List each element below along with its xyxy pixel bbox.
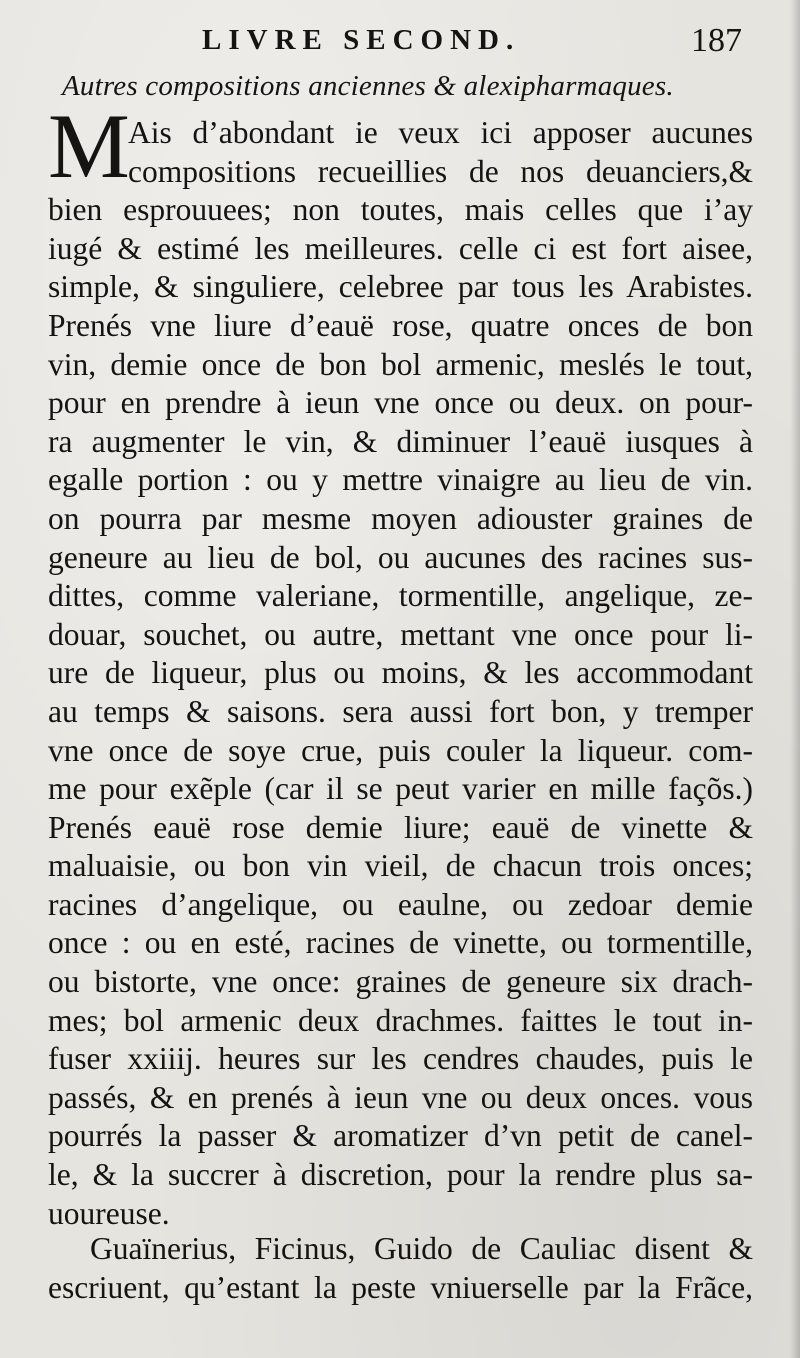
text-line: iugé & estimé les meilleures. celle ci est fort aisee, (48, 230, 753, 266)
text-line: uoureuse. (48, 1195, 170, 1231)
paragraph-1 (48, 114, 753, 1233)
text-line: ou bistorte, vne once: graines de geneure six drach- (48, 964, 753, 1000)
text-line: passés, & en prenés à ieun vne ou deux onces. vous (48, 1079, 753, 1115)
text-line: mes; bol armenic deux drachmes. faittes le tout in- (48, 1002, 753, 1038)
page-number: 187 (691, 22, 742, 59)
text-line: compositions recueillies de nos deuanciers,& (128, 153, 753, 189)
text-line: ra augmenter le vin, & diminuer l’eauë iusques à (48, 423, 753, 459)
text-line: maluaisie, ou bon vin vieil, de chacun trois onces; (48, 848, 753, 884)
text-line: escriuent, qu’estant la peste vniuerselle par la Frãce, (48, 1269, 753, 1305)
text-line: bien esprouuees; non toutes, mais celles que i’ay (48, 192, 753, 228)
text-line: ure de liqueur, plus ou moins, & les accommodant (48, 655, 753, 691)
page-edge-shadow (790, 0, 800, 1358)
text-line: douar, souchet, ou autre, mettant vne once pour li- (48, 616, 753, 652)
text-line: on pourra par mesme moyen adiouster graines de (48, 500, 753, 536)
section-title: Autres compositions anciennes & alexipharmaques. (62, 70, 674, 102)
text-line: le, & la succrer à discretion, pour la rendre plus sa- (48, 1157, 753, 1193)
paragraph-2 (48, 1230, 753, 1307)
text-line: Prenés eauë rose demie liure; eauë de vinette & (48, 809, 753, 845)
text-line: dittes, comme valeriane, tormentille, angelique, ze- (48, 578, 753, 614)
text-line: pour en prendre à ieun vne once ou deux. on pour- (48, 385, 753, 421)
text-line: Guaïnerius, Ficinus, Guido de Cauliac disent & (90, 1231, 753, 1266)
text-line: simple, & singuliere, celebree par tous les Arabistes. (48, 269, 753, 305)
text-line: me pour exẽple (car il se peut varier en mille façõs.) (48, 771, 753, 807)
text-line: vin, demie once de bon bol armenic, meslés le tout, (48, 346, 753, 382)
running-head: LIVRE SECOND. (202, 24, 521, 56)
text-line: Ais d’abondant ie veux ici apposer aucunes (128, 115, 753, 150)
drop-cap: M (48, 95, 130, 197)
page-header (150, 24, 750, 64)
text-line: racines d’angelique, ou eaulne, ou zedoar demie (48, 886, 753, 922)
text-line: Prenés vne liure d’eauë rose, quatre onces de bon (48, 307, 753, 343)
text-line: geneure au lieu de bol, ou aucunes des racines sus- (48, 539, 753, 575)
text-line: au temps & saisons. sera aussi fort bon, y tremper (48, 693, 753, 729)
text-line: vne once de soye crue, puis couler la liqueur. com- (48, 732, 753, 768)
text-line: fuser xxiiij. heures sur les cendres chaudes, puis le (48, 1041, 753, 1077)
text-line: pourrés la passer & aromatizer d’vn petit de canel- (48, 1118, 753, 1154)
text-line: egalle portion : ou y mettre vinaigre au lieu de vin. (48, 462, 753, 498)
text-line: once : ou en esté, racines de vinette, ou tormentille, (48, 925, 753, 961)
